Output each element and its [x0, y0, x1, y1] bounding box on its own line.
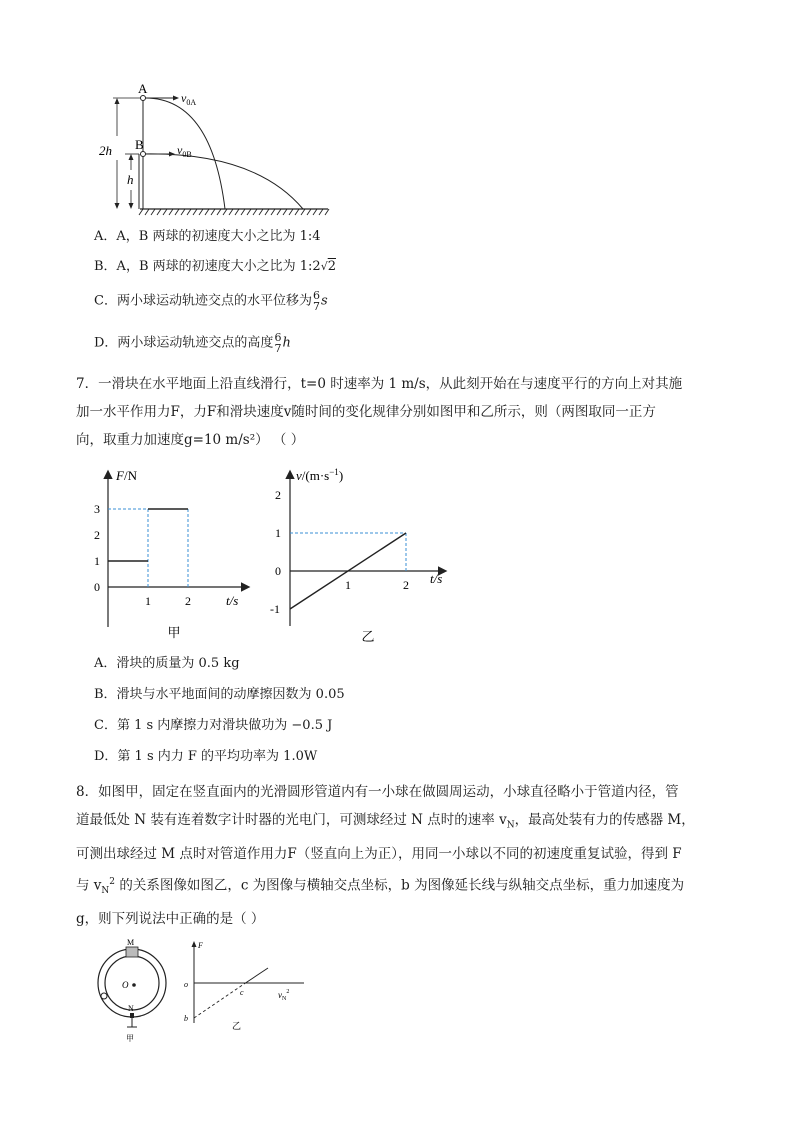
svg-text:vN2: $v_N^2$	[278, 989, 290, 1002]
y-tick-label: -1	[270, 602, 280, 616]
y-tick-label: 2	[275, 488, 281, 502]
trajectory-b	[143, 154, 303, 209]
y-tick-label: 3	[94, 502, 100, 516]
chart-caption: 乙	[361, 629, 375, 644]
label-2h: 2h	[99, 143, 112, 158]
label-m: M	[127, 938, 135, 947]
q6-option-a[interactable]: A．A，B 两球的初速度大小之比为 1:4	[94, 229, 321, 244]
svg-text:v0B: $v_{0B}$	[177, 143, 192, 159]
label-n: N	[128, 1004, 134, 1013]
label-b: B	[135, 137, 144, 152]
caption-jia: 甲	[126, 1034, 134, 1043]
x-tick-label: 1	[145, 594, 151, 608]
y-axis-label: F/N	[116, 468, 137, 483]
q7-option-d[interactable]: D．第 1 s 内力 F 的平均功率为 1.0W	[94, 749, 318, 764]
q7-option-a[interactable]: A．滑块的质量为 0.5 kg	[94, 656, 240, 671]
label-a: A	[138, 81, 148, 96]
x-axis-label: t/s	[430, 571, 443, 586]
y-axis-label: $v/(m\cdot s^{-1})$	[296, 467, 344, 483]
svg-text:c: c	[240, 988, 244, 997]
q6-option-b[interactable]: B．A，B 两球的初速度大小之比为 1:2√2	[94, 259, 336, 274]
extension-line	[194, 984, 244, 1018]
y-tick-label: 1	[275, 526, 281, 540]
chart-caption: 甲	[167, 625, 181, 640]
label-o: O	[122, 980, 129, 990]
q7-option-c[interactable]: C．第 1 s 内摩擦力对滑块做功为 −0.5 J	[94, 718, 333, 733]
svg-text:o: o	[184, 980, 188, 989]
q7-option-b[interactable]: B．滑块与水平地面间的动摩擦因数为 0.05	[94, 687, 345, 702]
x-tick-label: 2	[403, 578, 409, 592]
q6-option-c[interactable]: C．两小球运动轨迹交点的水平位移为 6 7 s	[94, 289, 328, 313]
force-speed-graph	[180, 938, 310, 1038]
x-axis-label: t/s	[226, 593, 239, 608]
q8-stem: 8．如图甲，固定在竖直面内的光滑圆形管道内有一小球在做圆周运动，小球直径略小于管道内径，管 道最低处 N 装有连着数字计时器的光电门，可测球经过 N 点时的速率 $v_N$，最高处装有力的传感器 M， 可测出球经过 M 点时对管道作用力F（竖直向上为正），用同一小球以不同的初速度重复试验，得到 F 与 $v_N^2$ 的关系图像如图乙，c 为图像与横轴交点坐标，b 为图像延长线与纵轴交点坐标，重力加速度为 g，则下列说法中正确的是（ ）	[76, 784, 695, 927]
y-tick-label: 2	[94, 528, 100, 542]
svg-text:b: b	[184, 1014, 188, 1023]
circular-tube-figure	[90, 935, 180, 1047]
q6-option-d[interactable]: D．两小球运动轨迹交点的高度 6 7 h	[94, 331, 291, 355]
x-tick-label: 1	[345, 578, 351, 592]
svg-text:F: F	[198, 941, 203, 950]
y-tick-label: 1	[94, 554, 100, 568]
caption-yi: 乙	[232, 1021, 242, 1031]
label-h: h	[127, 172, 134, 187]
y-tick-label: 0	[94, 580, 100, 594]
svg-text:v0A: $v_{0A}$	[181, 91, 197, 107]
graph-line	[244, 968, 268, 984]
ball	[101, 993, 107, 999]
q7-stem: 7．一滑块在水平地面上沿直线滑行，t=0 时速率为 1 m/s，从此刻开始在与速度平行的方向上对其施 加一水平作用力F，力F和滑块速度v随时间的变化规律分别如图甲和乙所示，则（两图取同一正方 向，取重力加速度g=10 m/s²） （ ）	[76, 376, 683, 448]
y-tick-label: 0	[275, 564, 281, 578]
x-tick-label: 2	[185, 594, 191, 608]
force-sensor-m	[126, 947, 138, 957]
force-time-chart	[88, 462, 258, 642]
projectile-figure	[95, 78, 345, 218]
velocity-time-chart	[270, 458, 460, 648]
